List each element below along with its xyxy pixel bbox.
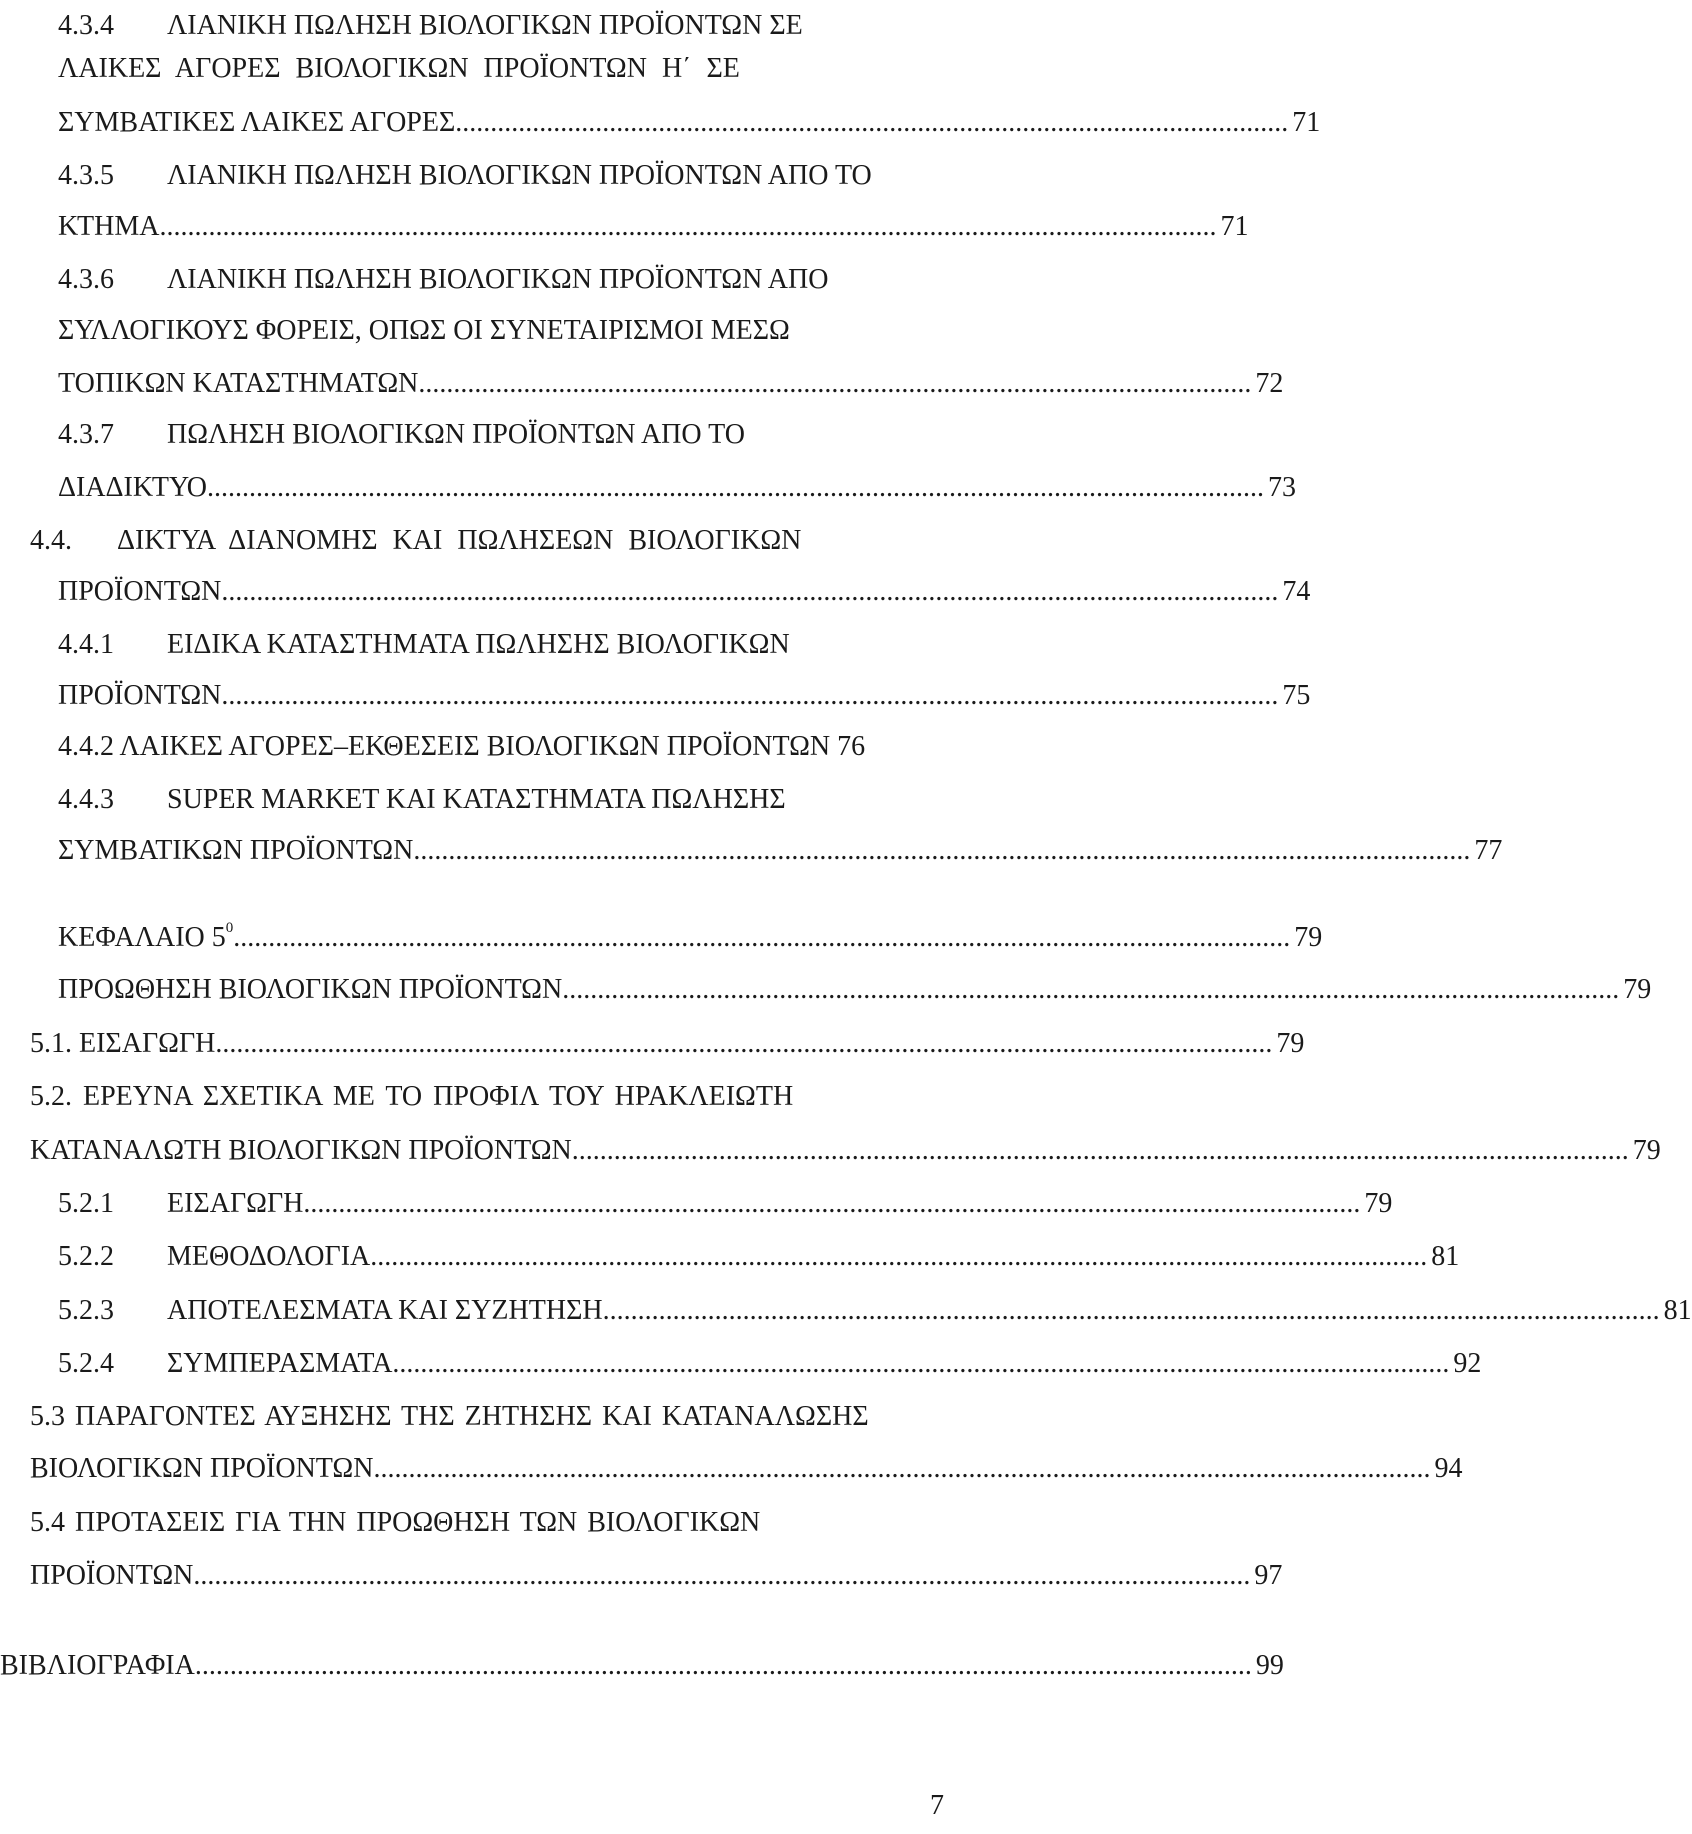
toc-entry-5-3 [0,1397,960,1437]
toc-entry-dotted [0,1131,1661,1171]
toc-title: ΛΙΑΝΙΚΗ ΠΩΛΗΣΗ ΒΙΟΛΟΓΙΚΩΝ ΠΡΟΪΟΝΤΩΝ ΣΕ [167,10,803,41]
toc-entry-5-2-4 [0,1344,1482,1384]
toc-number: 5.2.3 [58,1295,114,1326]
toc-title: ΑΠΟΤΕΛΕΣΜΑΤΑ ΚΑΙ ΣΥΖΗΤΗΣΗ [167,1295,603,1326]
toc-number: 5.2.1 [58,1188,114,1219]
toc-leader-row [0,1646,1284,1686]
dot-leader: ....................................................................................................................................................... [370,1241,1428,1272]
toc-title: ΔΙΚΤΥΑ ΔΙΑΝΟΜΗΣ ΚΑΙ ΠΩΛΗΣΕΩΝ ΒΙΟΛΟΓΙΚΩΝ [117,525,802,556]
page-number: 7 [930,1790,944,1821]
toc-entry-5-2-3 [0,1291,1692,1331]
toc-title: ΔΙΑΔΙΚΤΥΟ [58,472,207,503]
toc-entry-dotted [0,831,1503,871]
toc-title: ΕΙΔΙΚΑ ΚΑΤΑΣΤΗΜΑΤΑ ΠΩΛΗΣΗΣ ΒΙΟΛΟΓΙΚΩΝ [167,629,790,660]
toc-page-number: 99 [1255,1650,1284,1681]
chapter-superscript: 0 [225,919,234,936]
toc-number: 4.3.6 [58,264,114,295]
toc-title: 5.3 ΠΑΡΑΓΟΝΤΕΣ ΑΥΞΗΣΗΣ ΤΗΣ ΖΗΤΗΣΗΣ ΚΑΙ ΚΑΤΑΝΑΛΩΣΗΣ [30,1401,869,1432]
dot-leader: ....................................................................................................................................................... [413,835,1471,866]
toc-leader-row [30,1024,1305,1064]
toc-entry-dotted [0,572,1311,612]
toc-leader-row [58,207,1249,247]
toc-number: 4.4.1 [58,629,114,660]
toc-title: ΜΕΘΟΔΟΛΟΓΙΑ [167,1241,371,1272]
toc-entry-4-4 [0,521,960,561]
dot-leader: ....................................................................................................................................................... [233,922,1291,953]
dot-leader: ....................................................................................................................................................... [602,1295,1660,1326]
toc-title: ΚΤΗΜΑ [58,211,160,242]
toc-entry-dotted [0,103,1321,143]
toc-entry-4-3-6 [0,260,960,300]
toc-number: 4.4.3 [58,784,114,815]
toc-page-number: 75 [1282,680,1311,711]
toc-entry-dotted [0,468,1296,508]
toc-title: ΚΑΤΑΝΑΛΩΤΗ ΒΙΟΛΟΓΙΚΩΝ ΠΡΟΪΟΝΤΩΝ [30,1135,572,1166]
dot-leader: ....................................................................................................................... [418,368,1252,399]
dot-leader: ....................................................................................................................................................... [373,1453,1431,1484]
toc-page-number: 79 [1364,1188,1393,1219]
toc-entry-4-3-4 [0,6,960,46]
toc-entry-4-3-5 [0,156,960,196]
toc-leader-row [30,1131,1661,1171]
toc-title: ΠΡΟΪΟΝΤΩΝ [30,1560,194,1591]
dot-leader: ....................................................................................................................................................... [392,1348,1450,1379]
toc-entry-4-3-7 [0,415,960,455]
toc-leader-row [58,468,1296,508]
toc-title: ΠΩΛΗΣΗ ΒΙΟΛΟΓΙΚΩΝ ΠΡΟΪΟΝΤΩΝ ΑΠΟ ΤΟ [167,419,745,450]
toc-leader-row [167,1237,1460,1277]
toc-page-number: 97 [1254,1560,1283,1591]
toc-title: ΠΡΟΪΟΝΤΩΝ [58,576,222,607]
toc-title: ΕΙΣΑΓΩΓΗ [167,1188,304,1219]
toc-title: 5.1. ΕΙΣΑΓΩΓΗ [30,1028,216,1059]
toc-page-number: 92 [1453,1348,1482,1379]
toc-title: ΠΡΟΪΟΝΤΩΝ [58,680,222,711]
toc-entry-4-4-1 [0,625,960,665]
toc-leader-row [58,970,1652,1010]
toc-page-number: 72 [1255,368,1284,399]
toc-entry-5-2 [0,1077,960,1117]
toc-entry-continuation [0,311,960,351]
toc-title: SUPER MARKET ΚΑΙ ΚΑΤΑΣΤΗΜΑΤΑ ΠΩΛΗΣΗΣ [167,784,786,815]
toc-page-number: 81 [1663,1295,1692,1326]
toc-leader-row [30,1556,1283,1596]
dot-leader: ....................................................................................................................................................... [215,1028,1273,1059]
toc-entry-dotted [0,1556,1283,1596]
toc-page-number: 81 [1431,1241,1460,1272]
toc-entry-5-4 [0,1503,960,1543]
dot-leader: ....................................................................................................................................................... [159,211,1217,242]
dot-leader: ....................................................................................................................................................... [571,1135,1629,1166]
toc-title: ΣΥΜΒΑΤΙΚΩΝ ΠΡΟΪΟΝΤΩΝ [58,835,414,866]
toc-entry-chapter-5 [0,918,1323,958]
toc-title: ΒΙΟΛΟΓΙΚΩΝ ΠΡΟΪΟΝΤΩΝ [30,1453,374,1484]
toc-number: 5.2.2 [58,1241,114,1272]
toc-leader-row [167,1291,1692,1331]
toc-entry-5-1 [0,1024,1305,1064]
toc-title: ΛΙΑΝΙΚΗ ΠΩΛΗΣΗ ΒΙΟΛΟΓΙΚΩΝ ΠΡΟΪΟΝΤΩΝ ΑΠΟ [167,264,829,295]
toc-title: ΣΥΜΒΑΤΙΚΕΣ ΛΑΙΚΕΣ ΑΓΟΡΕΣ [58,107,456,138]
chapter-label: ΚΕΦΑΛΑΙΟ 5 [58,922,226,953]
toc-page-number: 79 [1276,1028,1305,1059]
dot-leader: ....................................................................................................................................................... [562,974,1620,1005]
toc-page-number: 79 [1623,974,1652,1005]
toc-entry-dotted [0,970,1652,1010]
toc-entry-dotted [0,676,1311,716]
toc-leader-row [58,103,1321,143]
toc-title: 5.2. ΕΡΕΥΝΑ ΣΧΕΤΙΚΑ ΜΕ ΤΟ ΠΡΟΦΙΛ ΤΟΥ ΗΡΑΚΛΕΙΩΤΗ [30,1081,794,1112]
toc-leader-row [58,918,1323,958]
toc-page-number: 73 [1267,472,1296,503]
toc-number: 4.4. [30,525,72,556]
toc-title: ΛΙΑΝΙΚΗ ΠΩΛΗΣΗ ΒΙΟΛΟΓΙΚΩΝ ΠΡΟΪΟΝΤΩΝ ΑΠΟ ΤΟ [167,160,872,191]
toc-page-number: 79 [1632,1135,1661,1166]
toc-leader-row [167,1184,1393,1224]
dot-leader: ....................................................................................................................................................... [206,472,1264,503]
toc-number: 4.3.5 [58,160,114,191]
toc-entry-dotted [0,364,1284,404]
toc-entry-dotted [0,207,1249,247]
toc-page-number: 71 [1292,107,1321,138]
toc-leader-row [58,831,1503,871]
toc-title: ΛΑΙΚΕΣ ΑΓΟΡΕΣ ΒΙΟΛΟΓΙΚΩΝ ΠΡΟΪΟΝΤΩΝ Η΄ ΣΕ [58,53,740,84]
toc-entry-5-2-2 [0,1237,1460,1277]
toc-title: ΠΡΟΩΘΗΣΗ ΒΙΟΛΟΓΙΚΩΝ ΠΡΟΪΟΝΤΩΝ [58,974,563,1005]
toc-entry-bibliography [0,1646,1284,1686]
toc-leader-row [167,1344,1482,1384]
toc-number: 4.3.4 [58,10,114,41]
dot-leader: ....................................................................................................................................................... [193,1560,1251,1591]
dot-leader: ....................................................................................................................................................... [221,576,1279,607]
toc-number: 4.3.7 [58,419,114,450]
toc-entry-continuation [0,49,960,89]
toc-page-number: 79 [1294,922,1323,953]
dot-leader: ....................................................................................................................... [455,107,1289,138]
toc-leader-row [30,1449,1463,1489]
toc-number: 5.2.4 [58,1348,114,1379]
chapter-heading [58,918,233,958]
toc-entry-5-2-1 [0,1184,1393,1224]
toc-page-number: 94 [1434,1453,1463,1484]
toc-entry-4-4-2 [0,727,960,767]
dot-leader: ....................................................................................................................................................... [221,680,1279,711]
toc-page-number: 74 [1282,576,1311,607]
toc-leader-row [58,364,1284,404]
toc-leader-row [58,572,1311,612]
toc-title: ΣΥΜΠΕΡΑΣΜΑΤΑ [167,1348,393,1379]
toc-entry-dotted [0,1449,1463,1489]
dot-leader: ....................................................................................................................................................... [194,1650,1252,1681]
toc-title: 5.4 ΠΡΟΤΑΣΕΙΣ ΓΙΑ ΤΗΝ ΠΡΟΩΘΗΣΗ ΤΩΝ ΒΙΟΛΟΓΙΚΩΝ [30,1507,761,1538]
toc-title: ΤΟΠΙΚΩΝ ΚΑΤΑΣΤΗΜΑΤΩΝ [58,368,419,399]
toc-title: ΣΥΛΛΟΓΙΚΟΥΣ ΦΟΡΕΙΣ, ΟΠΩΣ ΟΙ ΣΥΝΕΤΑΙΡΙΣΜΟΙ ΜΕΣΩ [58,315,790,346]
toc-page-number: 71 [1220,211,1249,242]
toc-title: 4.4.2 ΛΑΙΚΕΣ ΑΓΟΡΕΣ–ΕΚΘΕΣΕΙΣ ΒΙΟΛΟΓΙΚΩΝ ΠΡΟΪΟΝΤΩΝ 76 [58,731,866,762]
dot-leader: ....................................................................................................................................................... [303,1188,1361,1219]
toc-entry-4-4-3 [0,780,960,820]
toc-leader-row [58,676,1311,716]
toc-title: ΒΙΒΛΙΟΓΡΑΦΙΑ [0,1650,195,1681]
toc-page-number: 77 [1474,835,1503,866]
